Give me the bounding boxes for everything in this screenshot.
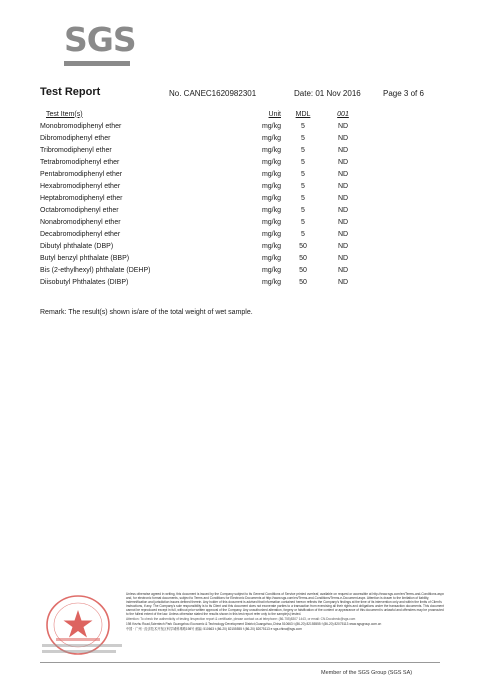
logo-underline: [64, 61, 130, 66]
table-row: [40, 264, 361, 276]
unit-value: mg/kg: [261, 206, 281, 214]
test-item-name: Butyl benzyl phthalate (BBP): [40, 254, 130, 262]
column-header-mdl: MDL: [295, 110, 311, 118]
table-row: [40, 132, 361, 144]
test-item-name: Monobromodiphenyl ether: [40, 122, 122, 130]
general-conditions-text: Unless otherwise agreed in writing, this document is issued by the Company subject to its General Conditions of Service printed overleaf, available on request or accessible at http://www.sgs.com/en/Terms-and-Conditions.aspx and, for electronic format documents, subject to Terms and Conditions for Electronic Documents at http://www.sgs.com/en/Terms-and-Conditions/Terms-e-Document.aspx. Attention is drawn to the limitation of liability, indemnification and jurisdiction issues defined therein. Any holder of this document is advised that information contained hereon reflects the Company's findings at the time of its intervention only and within the limits of Client's instructions, if any. The Company's sole responsibility is to its Client and this document does not exonerate parties to a transaction from exercising all their rights and obligations under the transaction documents. This document cannot be reproduced except in full, without prior written approval of the Company. Any unauthorized alteration, forgery or falsification of the content or appearance of this document is unlawful and offenders may be prosecuted to the fullest extent of the law. Unless otherwise stated the results shown in this test report refer only to the sample(s) tested.: [126, 592, 445, 616]
mdl-value: 5: [301, 218, 305, 226]
unit-value: mg/kg: [261, 182, 281, 190]
mdl-value: 5: [301, 206, 305, 214]
result-value: ND: [337, 158, 349, 166]
unit-value: mg/kg: [261, 266, 281, 274]
mdl-value: 50: [299, 266, 307, 274]
test-item-name: Pentabromodiphenyl ether: [40, 170, 123, 178]
table-row: [40, 216, 361, 228]
result-value: ND: [337, 242, 349, 250]
company-seal-stamp: [40, 594, 122, 658]
mdl-value: 5: [301, 230, 305, 238]
test-item-name: Dibromodiphenyl ether: [40, 134, 111, 142]
mdl-value: 5: [301, 170, 305, 178]
mdl-value: 5: [301, 182, 305, 190]
result-value: ND: [337, 170, 349, 178]
result-value: ND: [337, 278, 349, 286]
mdl-value: 5: [301, 146, 305, 154]
mdl-value: 50: [299, 254, 307, 262]
footer-divider: [40, 662, 440, 663]
unit-value: mg/kg: [261, 278, 281, 286]
test-item-name: Bis (2-ethylhexyl) phthalate (DEHP): [40, 266, 151, 274]
result-value: ND: [337, 206, 349, 214]
test-item-name: Heptabromodiphenyl ether: [40, 194, 123, 202]
table-row: [40, 156, 361, 168]
mdl-value: 5: [301, 194, 305, 202]
address-chinese: 中国 · 广州 · 经济技术开发区科学城科珠路198号 邮编: 510663 t (86-20) 82155555 f (86-20) 82075113 e sgs.china@sgs.com: [126, 627, 302, 631]
table-row: [40, 192, 361, 204]
table-row: [40, 240, 361, 252]
table-header-row: [40, 108, 361, 120]
mdl-value: 5: [301, 134, 305, 142]
result-value: ND: [337, 134, 349, 142]
unit-value: mg/kg: [261, 254, 281, 262]
test-item-name: Octabromodiphenyl ether: [40, 206, 119, 214]
test-item-name: Nonabromodiphenyl ether: [40, 218, 121, 226]
test-item-name: Decabromodiphenyl ether: [40, 230, 121, 238]
logo-text: SGS: [64, 20, 136, 59]
mdl-value: 50: [299, 242, 307, 250]
unit-value: mg/kg: [261, 194, 281, 202]
remark-text: Remark: The result(s) shown is/are of the total weight of wet sample.: [40, 309, 253, 316]
test-item-name: Diisobutyl Phthalates (DIBP): [40, 278, 129, 286]
result-value: ND: [337, 266, 349, 274]
sgs-logo: [64, 20, 136, 70]
result-value: ND: [337, 254, 349, 262]
table-row: [40, 144, 361, 156]
mdl-value: 50: [299, 278, 307, 286]
unit-value: mg/kg: [261, 134, 281, 142]
table-row: [40, 204, 361, 216]
result-value: ND: [337, 182, 349, 190]
mdl-value: 5: [301, 158, 305, 166]
result-value: ND: [337, 194, 349, 202]
unit-value: mg/kg: [261, 122, 281, 130]
table-row: [40, 180, 361, 192]
unit-value: mg/kg: [261, 158, 281, 166]
footer: [40, 592, 450, 662]
column-header-unit: Unit: [268, 110, 281, 118]
table-row: [40, 252, 361, 264]
report-number: No. CANEC1620982301: [169, 89, 257, 98]
unit-value: mg/kg: [261, 242, 281, 250]
table-row: [40, 276, 361, 288]
report-header: [40, 86, 440, 102]
legal-disclaimer: [126, 592, 446, 632]
authenticity-notice: Attention: To check the authenticity of testing /inspection report & certificate, please contact us at telephone: (86-755)8307 1443, or email: CN.Doccheck@sgs.com: [126, 617, 356, 621]
test-item-name: Dibutyl phthalate (DBP): [40, 242, 114, 250]
table-row: [40, 168, 361, 180]
page-indicator: Page 3 of 6: [383, 89, 424, 98]
table-row: [40, 228, 361, 240]
unit-value: mg/kg: [261, 218, 281, 226]
table-row: [40, 120, 361, 132]
unit-value: mg/kg: [261, 146, 281, 154]
mdl-value: 5: [301, 122, 305, 130]
address-english: 198 Kezhu Road,Scientech Park Guangzhou Economic & Technology Development District,Guangzhou,China 510663 t (86-20) 82155555 f (86-20) 82075113 www.sgsgroup.com.cn: [126, 622, 382, 626]
test-item-name: Hexabromodiphenyl ether: [40, 182, 121, 190]
result-value: ND: [337, 122, 349, 130]
result-value: ND: [337, 218, 349, 226]
test-item-name: Tetrabromodiphenyl ether: [40, 158, 120, 166]
report-title: Test Report: [40, 86, 101, 98]
column-header-sample: 001: [337, 110, 349, 118]
result-value: ND: [337, 230, 349, 238]
unit-value: mg/kg: [261, 170, 281, 178]
column-header-test-item: Test Item(s): [46, 110, 83, 118]
results-table: [40, 108, 361, 288]
unit-value: mg/kg: [261, 230, 281, 238]
result-value: ND: [337, 146, 349, 154]
report-date: Date: 01 Nov 2016: [294, 89, 361, 98]
test-item-name: Tribromodiphenyl ether: [40, 146, 112, 154]
member-note: Member of the SGS Group (SGS SA): [321, 670, 413, 676]
